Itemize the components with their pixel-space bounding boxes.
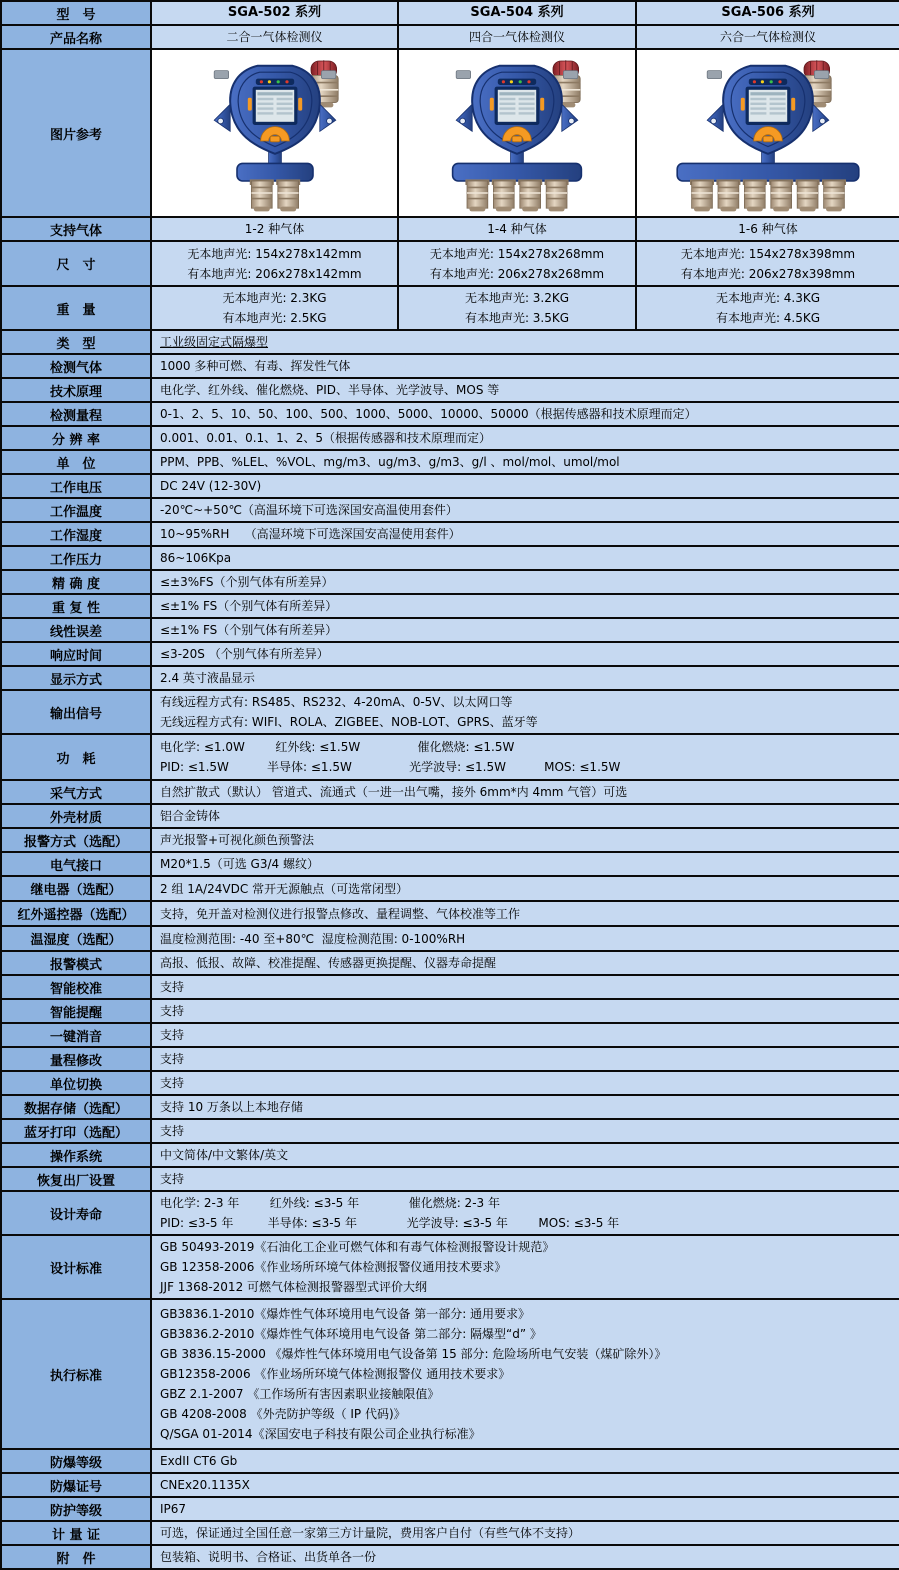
table-row xyxy=(1,474,899,498)
row-label: 重 复 性 xyxy=(1,594,151,618)
value-line: 支持，免开盖对检测仪进行报警点修改、量程调整、气体校准等工作 xyxy=(160,906,521,921)
value-cell xyxy=(151,286,398,330)
row-label: 操作系统 xyxy=(1,1143,151,1167)
table-row xyxy=(1,1071,899,1095)
value-line: 四合一气体检测仪 xyxy=(468,30,565,44)
table-row xyxy=(1,49,899,217)
row-label: 类 型 xyxy=(1,330,151,354)
value-line: 无本地声光: 3.2KG xyxy=(464,291,570,305)
value-line: 有本地声光: 206x278x142mm xyxy=(187,266,362,281)
row-label: 计 量 证 xyxy=(1,1521,151,1545)
table-row xyxy=(1,618,899,642)
value-line: JJF 1368-2012 可燃气体检测报警器型式评价大纲 xyxy=(160,1280,428,1294)
value-cell xyxy=(398,1,636,25)
value-line: 高报、低报、故障、校准提醒、传感器更换提醒、仪器寿命提醒 xyxy=(160,956,497,970)
row-label: 报警模式 xyxy=(1,951,151,975)
table-row xyxy=(1,1023,899,1047)
value-line: 有线远程方式有: RS485、RS232、4-20mA、0-5V、以太网口等 xyxy=(160,695,513,709)
value-line: 电化学: ≤1.0W 红外线: ≤1.5W 催化燃烧: ≤1.5W xyxy=(160,740,515,754)
value-cell xyxy=(151,1,398,25)
row-label: 红外遥控器（选配） xyxy=(1,901,151,926)
table-row xyxy=(1,402,899,426)
row-label: 工作湿度 xyxy=(1,522,151,546)
table-row xyxy=(1,426,899,450)
value-cell xyxy=(151,828,899,852)
value-line: SGA-502 系列 xyxy=(227,5,322,20)
table-row xyxy=(1,1473,899,1497)
table-row xyxy=(1,546,899,570)
value-line: 支持 xyxy=(160,1028,185,1042)
product-image-cell xyxy=(636,49,899,217)
value-cell xyxy=(151,450,899,474)
table-row xyxy=(1,1497,899,1521)
value-cell xyxy=(151,618,899,642)
value-cell xyxy=(151,241,398,286)
row-label: 线性误差 xyxy=(1,618,151,642)
table-row xyxy=(1,999,899,1023)
value-cell xyxy=(151,951,899,975)
value-cell xyxy=(151,522,899,546)
value-cell xyxy=(151,1473,899,1497)
row-label: 检测气体 xyxy=(1,354,151,378)
value-cell xyxy=(636,241,899,286)
value-cell xyxy=(151,1143,899,1167)
row-label: 恢复出厂设置 xyxy=(1,1167,151,1191)
value-line: 支持 xyxy=(160,1124,185,1138)
value-line: 10~95%RH （高湿环境下可选深国安高湿使用套件） xyxy=(160,527,461,541)
value-cell xyxy=(151,426,899,450)
table-row xyxy=(1,1095,899,1119)
row-label: 防爆等级 xyxy=(1,1449,151,1473)
value-cell xyxy=(151,804,899,828)
value-cell xyxy=(151,378,899,402)
value-line: CNEx20.1135X xyxy=(160,1478,250,1492)
value-line: 2.4 英寸液晶显示 xyxy=(160,671,255,685)
table-row xyxy=(1,666,899,690)
table-row xyxy=(1,241,899,286)
table-row xyxy=(1,852,899,876)
value-line: PID: ≤1.5W 半导体: ≤1.5W 光学波导: ≤1.5W MOS: ≤1.5W xyxy=(160,760,621,774)
value-line: 包装箱、说明书、合格证、出货单各一份 xyxy=(160,1550,377,1564)
value-cell xyxy=(151,594,899,618)
value-cell xyxy=(151,1521,899,1545)
value-line: 支持 xyxy=(160,1172,185,1186)
value-cell xyxy=(636,286,899,330)
value-cell xyxy=(151,1191,899,1235)
row-label: 型 号 xyxy=(1,1,151,25)
row-label: 单 位 xyxy=(1,450,151,474)
table-row xyxy=(1,1235,899,1299)
value-line: DC 24V (12-30V) xyxy=(160,479,262,493)
value-cell xyxy=(151,217,398,241)
value-cell xyxy=(151,1545,899,1569)
value-line: 86~106Kpa xyxy=(160,551,232,565)
table-row xyxy=(1,1,899,25)
value-cell xyxy=(151,642,899,666)
value-line: 1-6 种气体 xyxy=(738,222,798,236)
value-line: GB 12358-2006《作业场所环境气体检测报警仪通用技术要求》 xyxy=(160,1260,507,1274)
table-row xyxy=(1,594,899,618)
value-line: GB3836.1-2010《爆炸性气体环境用电气设备 第一部分: 通用要求》 xyxy=(160,1307,531,1321)
value-cell xyxy=(151,1095,899,1119)
value-cell xyxy=(151,1119,899,1143)
row-label: 输出信号 xyxy=(1,690,151,734)
row-label: 防护等级 xyxy=(1,1497,151,1521)
value-line: 0.001、0.01、0.1、1、2、5（根据传感器和技术原理而定） xyxy=(160,431,492,445)
product-image-cell xyxy=(151,49,398,217)
value-cell xyxy=(636,1,899,25)
row-label: 工作压力 xyxy=(1,546,151,570)
value-line: 支持 10 万条以上本地存储 xyxy=(160,1100,303,1114)
value-cell xyxy=(151,546,899,570)
table-row xyxy=(1,1449,899,1473)
table-row xyxy=(1,1047,899,1071)
value-cell xyxy=(151,901,899,926)
table-row xyxy=(1,1119,899,1143)
product-image-cell xyxy=(398,49,636,217)
value-line: -20℃~+50℃（高温环境下可选深国安高温使用套件） xyxy=(160,503,458,517)
value-line: 支持 xyxy=(160,980,185,994)
value-line: 2 组 1A/24VDC 常开无源触点（可选常闭型） xyxy=(160,881,409,896)
row-label: 工作电压 xyxy=(1,474,151,498)
value-line: 无本地声光: 154x278x398mm xyxy=(680,246,856,261)
value-line: GBZ 2.1-2007 《工作场所有害因素职业接触限值》 xyxy=(160,1387,440,1401)
value-cell xyxy=(151,690,899,734)
value-line: IP67 xyxy=(160,1502,187,1516)
value-cell xyxy=(636,25,899,49)
value-line: 工业级固定式隔爆型 xyxy=(160,335,269,349)
value-line: SGA-506 系列 xyxy=(721,5,815,20)
value-cell xyxy=(151,354,899,378)
table-row xyxy=(1,690,899,734)
row-label: 报警方式（选配） xyxy=(1,828,151,852)
row-label: 技术原理 xyxy=(1,378,151,402)
row-label: 量程修改 xyxy=(1,1047,151,1071)
value-line: 1-2 种气体 xyxy=(244,222,305,236)
value-cell xyxy=(151,25,398,49)
value-cell xyxy=(151,330,899,354)
row-label: 温湿度（选配） xyxy=(1,926,151,951)
value-line: SGA-504 系列 xyxy=(470,5,564,20)
value-cell xyxy=(151,1449,899,1473)
value-line: 电化学、红外线、催化燃烧、PID、半导体、光学波导、MOS 等 xyxy=(160,383,500,397)
row-label: 设计标准 xyxy=(1,1235,151,1299)
value-line: 支持 xyxy=(160,1004,185,1018)
product-image-4-sensors xyxy=(404,53,630,213)
table-row xyxy=(1,450,899,474)
value-cell xyxy=(636,217,899,241)
row-label: 数据存储（选配） xyxy=(1,1095,151,1119)
value-cell xyxy=(151,474,899,498)
value-cell xyxy=(398,286,636,330)
row-label: 外壳材质 xyxy=(1,804,151,828)
row-label: 设计寿命 xyxy=(1,1191,151,1235)
value-line: ≤±1% FS（个别气体有所差异） xyxy=(160,599,338,613)
table-row xyxy=(1,330,899,354)
value-cell xyxy=(398,217,636,241)
row-label: 执行标准 xyxy=(1,1299,151,1449)
value-cell xyxy=(151,734,899,780)
row-label: 一键消音 xyxy=(1,1023,151,1047)
value-line: 六合一气体检测仪 xyxy=(719,30,816,44)
value-line: 中文简体/中文繁体/英文 xyxy=(160,1148,289,1162)
value-cell xyxy=(151,402,899,426)
row-label: 功 耗 xyxy=(1,734,151,780)
table-row xyxy=(1,1191,899,1235)
table-row xyxy=(1,286,899,330)
row-label: 蓝牙打印（选配） xyxy=(1,1119,151,1143)
value-line: 电化学: 2-3 年 红外线: ≤3-5 年 催化燃烧: 2-3 年 xyxy=(160,1196,500,1210)
value-cell xyxy=(151,926,899,951)
value-line: 支持 xyxy=(160,1052,185,1066)
value-line: 有本地声光: 206x278x268mm xyxy=(429,266,605,281)
table-row xyxy=(1,901,899,926)
table-row xyxy=(1,780,899,804)
row-label: 智能提醒 xyxy=(1,999,151,1023)
row-label: 防爆证号 xyxy=(1,1473,151,1497)
value-cell xyxy=(398,25,636,49)
value-cell xyxy=(151,999,899,1023)
row-label: 采气方式 xyxy=(1,780,151,804)
value-line: 声光报警+可视化颜色预警法 xyxy=(160,833,315,847)
value-line: GB 4208-2008 《外壳防护等级（ IP 代码)》 xyxy=(160,1407,406,1421)
value-cell xyxy=(151,975,899,999)
row-label: 智能校准 xyxy=(1,975,151,999)
value-cell xyxy=(151,498,899,522)
value-line: GB12358-2006 《作业场所环境气体检测报警仪 通用技术要求》 xyxy=(160,1367,511,1381)
table-row xyxy=(1,354,899,378)
table-row xyxy=(1,217,899,241)
value-line: 支持 xyxy=(160,1076,185,1090)
value-line: 无本地声光: 4.3KG xyxy=(715,291,821,305)
table-row xyxy=(1,522,899,546)
value-line: ≤±1% FS（个别气体有所差异） xyxy=(160,623,338,637)
row-label: 电气接口 xyxy=(1,852,151,876)
value-line: 二合一气体检测仪 xyxy=(226,30,323,44)
row-label: 响应时间 xyxy=(1,642,151,666)
table-row xyxy=(1,642,899,666)
value-line: 有本地声光: 3.5KG xyxy=(464,311,570,325)
value-line: 温度检测范围: -40 至+80℃ 湿度检测范围: 0-100%RH xyxy=(160,931,466,946)
product-image-6-sensors xyxy=(655,53,881,213)
table-row xyxy=(1,926,899,951)
value-line: ExdII CT6 Gb xyxy=(160,1454,238,1468)
value-line: 无线远程方式有: WIFI、ROLA、ZIGBEE、NOB-LOT、GPRS、蓝牙等 xyxy=(160,715,538,729)
product-image-2-sensors xyxy=(162,53,388,213)
row-label: 支持气体 xyxy=(1,217,151,241)
value-cell xyxy=(151,1235,899,1299)
value-line: GB 3836.15-2000 《爆炸性气体环境用电气设备第 15 部分: 危险场所电气安装（煤矿除外）》 xyxy=(160,1347,667,1361)
value-cell xyxy=(151,852,899,876)
value-line: PID: ≤3-5 年 半导体: ≤3-5 年 光学波导: ≤3-5 年 MOS: ≤3-5 年 xyxy=(160,1216,620,1230)
value-cell xyxy=(151,1167,899,1191)
value-line: ≤±3%FS（个别气体有所差异） xyxy=(160,575,334,589)
value-cell xyxy=(151,876,899,901)
table-row xyxy=(1,1167,899,1191)
value-line: 可选，保证通过全国任意一家第三方计量院，费用客户自付（有些气体不支持） xyxy=(160,1526,581,1540)
value-line: GB 50493-2019《石油化工企业可燃气体和有毒气体检测报警设计规范》 xyxy=(160,1240,555,1254)
row-label: 图片参考 xyxy=(1,49,151,217)
value-line: 无本地声光: 154x278x268mm xyxy=(429,246,605,261)
row-label: 产品名称 xyxy=(1,25,151,49)
value-cell xyxy=(151,1047,899,1071)
table-row xyxy=(1,804,899,828)
value-line: 有本地声光: 4.5KG xyxy=(715,311,821,325)
table-row xyxy=(1,1299,899,1449)
table-row xyxy=(1,828,899,852)
row-label: 继电器（选配） xyxy=(1,876,151,901)
value-cell xyxy=(151,570,899,594)
value-line: 1-4 种气体 xyxy=(487,222,547,236)
value-line: Q/SGA 01-2014《深国安电子科技有限公司企业执行标准》 xyxy=(160,1427,481,1441)
row-label: 附 件 xyxy=(1,1545,151,1569)
row-label: 工作温度 xyxy=(1,498,151,522)
value-cell xyxy=(151,1497,899,1521)
row-label: 精 确 度 xyxy=(1,570,151,594)
table-row xyxy=(1,876,899,901)
table-row xyxy=(1,1545,899,1569)
value-cell xyxy=(151,1299,899,1449)
table-row xyxy=(1,1143,899,1167)
row-label: 重 量 xyxy=(1,286,151,330)
value-cell xyxy=(151,1023,899,1047)
table-row xyxy=(1,975,899,999)
row-label: 单位切换 xyxy=(1,1071,151,1095)
table-row xyxy=(1,734,899,780)
row-label: 尺 寸 xyxy=(1,241,151,286)
value-cell xyxy=(398,241,636,286)
value-line: 有本地声光: 2.5KG xyxy=(222,311,327,325)
table-row xyxy=(1,951,899,975)
value-cell xyxy=(151,666,899,690)
value-cell xyxy=(151,780,899,804)
value-line: PPM、PPB、%LEL、%VOL、mg/m3、ug/m3、g/m3、g/l 、mol/mol、umol/mol xyxy=(160,455,620,469)
row-label: 检测量程 xyxy=(1,402,151,426)
value-line: GB3836.2-2010《爆炸性气体环境用电气设备 第二部分: 隔爆型“d” 》 xyxy=(160,1327,542,1341)
value-line: 0-1、2、5、10、50、100、500、1000、5000、10000、50000（根据传感器和技术原理而定） xyxy=(160,407,697,421)
table-row xyxy=(1,25,899,49)
value-line: 无本地声光: 154x278x142mm xyxy=(187,246,362,261)
value-line: 自然扩散式（默认） 管道式、流通式（一进一出气嘴，接外 6mm*内 4mm 气管）可选 xyxy=(160,785,628,799)
value-line: 1000 多种可燃、有毒、挥发性气体 xyxy=(160,359,351,373)
value-line: 铝合金铸体 xyxy=(160,809,221,823)
table-row xyxy=(1,1521,899,1545)
value-line: 有本地声光: 206x278x398mm xyxy=(680,266,856,281)
row-label: 分 辨 率 xyxy=(1,426,151,450)
value-line: 无本地声光: 2.3KG xyxy=(222,291,327,305)
table-row xyxy=(1,570,899,594)
value-cell xyxy=(151,1071,899,1095)
spec-table-body xyxy=(1,1,899,1569)
row-label: 显示方式 xyxy=(1,666,151,690)
table-row xyxy=(1,498,899,522)
table-row xyxy=(1,378,899,402)
value-line: ≤3-20S （个别气体有所差异） xyxy=(160,647,329,661)
value-line: M20*1.5（可选 G3/4 螺纹） xyxy=(160,857,319,871)
